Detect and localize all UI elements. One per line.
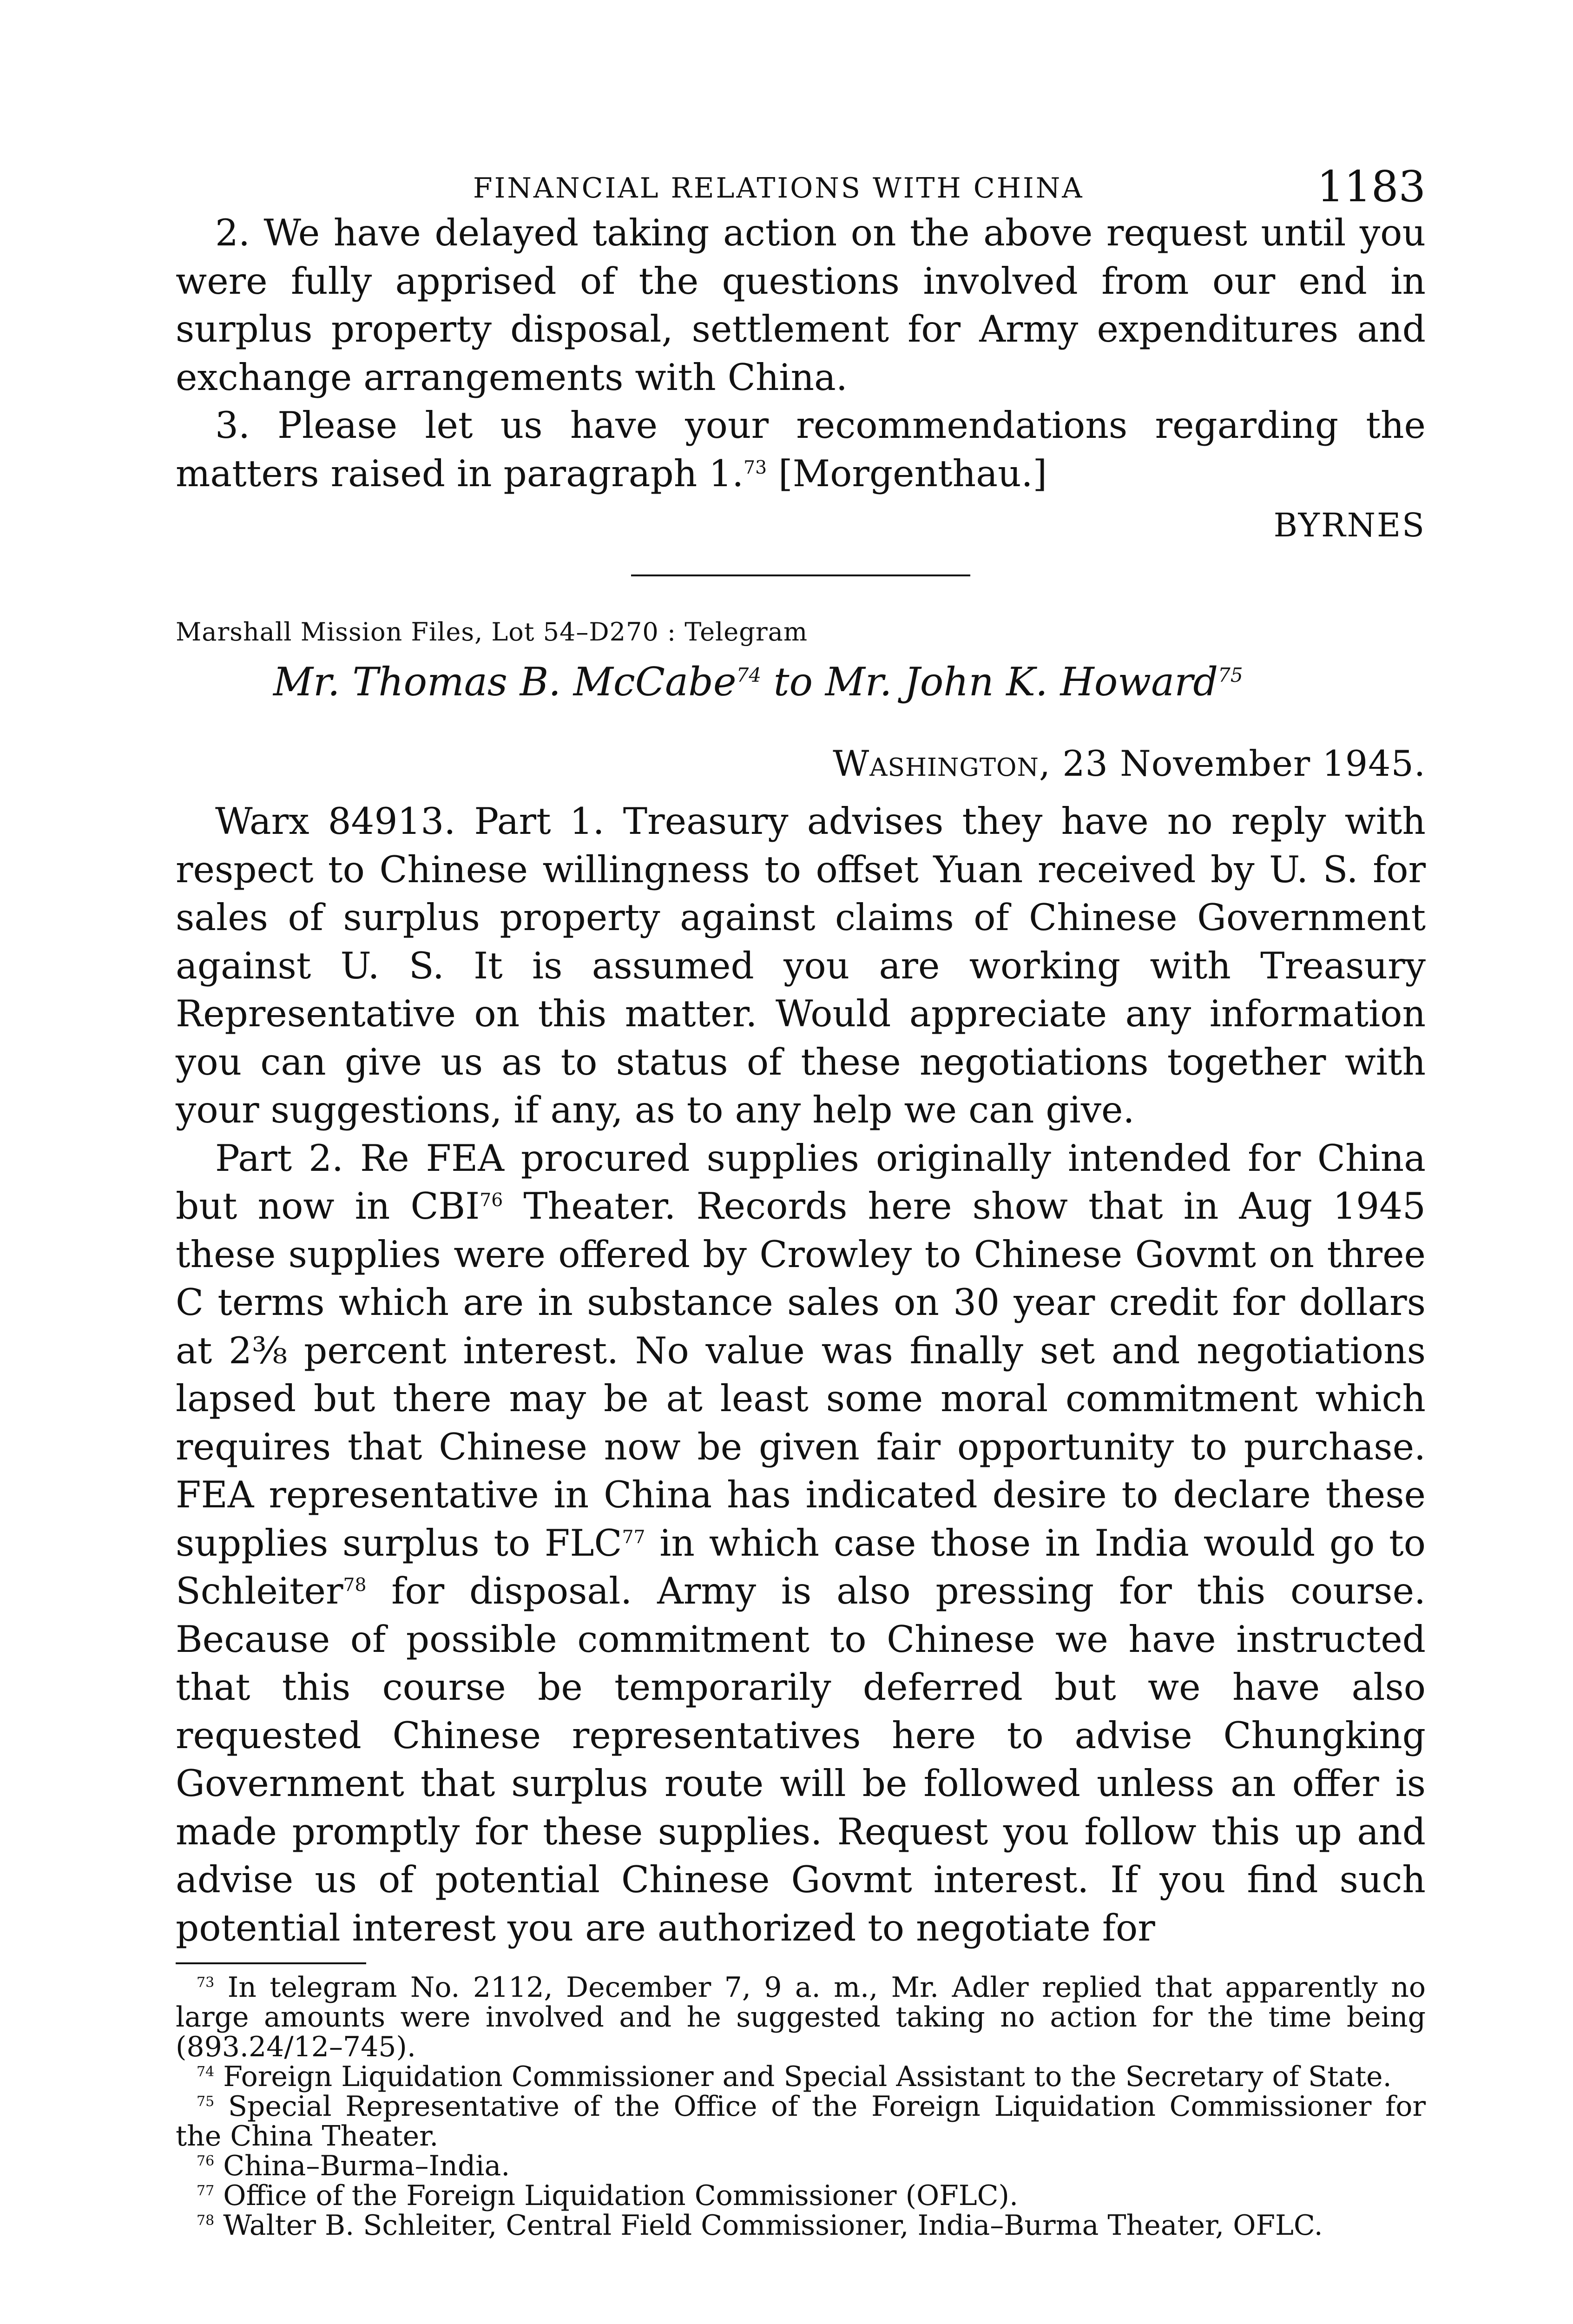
heading-to: Mr. John K. Howard — [825, 659, 1218, 705]
footnote-ref-76: 76 — [480, 1189, 503, 1211]
footnote-76 — [176, 2151, 1426, 2181]
footnote-74 — [176, 2062, 1426, 2092]
paragraph-2: 2. We have delayed taking action on the above request until you were fully apprised of the questions involved from our end in surplus property disposal, settlement for Army expenditures and exchange arrangements with China. — [176, 211, 1426, 399]
section-divider — [631, 574, 970, 576]
footnote-78 — [176, 2211, 1426, 2240]
footnote-mark: 77 — [197, 2183, 215, 2199]
footnote-divider — [176, 1962, 366, 1964]
document-heading — [273, 659, 1426, 743]
part-2-text-d: for disposal. Army is also pressing for this course. Because of possible commitment to Chinese we have instructed that this course be temporarily deferred but we have also requested Chinese representatives here to advise Chungking Government that surplus route will be followed unless an offer is made promptly for these supplies. Request you follow this up and advise us of potential Chinese Govmt interest. If you find such potential interest you are authorized to negotiate for — [176, 1570, 1426, 1949]
paragraph-3 — [176, 402, 1426, 498]
telegram-text — [176, 798, 1426, 1952]
telegram-part-1: Warx 84913. Part 1. Treasury advises they have no reply with respect to Chinese willingness to offset Yuan received by U. S. for sales of surplus property against claims of Chinese Government against U. S. It is assumed you are working with Treasury Representative on this matter. Would appreciate any information you can give us as to status of these negotiations together with your suggestions, if any, as to any help we can give. — [176, 800, 1426, 1131]
telegram-part-2 — [176, 1135, 1426, 1953]
main-text — [176, 209, 1426, 498]
footnote-ref-73: 73 — [744, 457, 767, 478]
footnote-ref-77: 77 — [622, 1526, 645, 1548]
footnotes — [176, 1973, 1426, 2240]
footnote-text: Walter B. Schleiter, Central Field Commissioner, India–Burma Theater, OFLC. — [223, 2209, 1323, 2242]
heading-to-word: to — [761, 659, 825, 705]
document-page — [176, 153, 1426, 2240]
footnote-ref-78: 78 — [343, 1574, 367, 1596]
dateline — [176, 743, 1426, 798]
paragraph-3-bracket: [Morgenthau.] — [767, 452, 1047, 495]
source-citation: Marshall Mission Files, Lot 54–D270 : Telegram — [176, 617, 808, 647]
footnote-text: China–Burma–India. — [223, 2150, 510, 2182]
part-2-text-c: in which case those in India would go to Schleiter — [176, 1521, 1426, 1612]
running-title: FINANCIAL RELATIONS WITH CHINA — [473, 172, 1084, 205]
footnote-mark: 78 — [197, 2212, 215, 2229]
footnote-text: Foreign Liquidation Commissioner and Special Assistant to the Secretary of State. — [223, 2060, 1392, 2093]
page-number: 1183 — [1316, 162, 1426, 211]
signature-byrnes: BYRNES — [1273, 506, 1426, 544]
paragraph-3-text: 3. Please let us have your recommendations regarding the matters raised in paragraph 1. — [176, 404, 1426, 495]
footnote-ref-74: 74 — [736, 664, 762, 687]
footnote-text: Special Representative of the Office of the Foreign Liquidation Commissioner for the China Theater. — [176, 2090, 1426, 2152]
footnote-mark: 76 — [197, 2153, 215, 2169]
dateline-date: , 23 November 1945. — [1039, 743, 1426, 784]
footnote-mark: 75 — [197, 2093, 215, 2110]
footnote-73 — [176, 1973, 1426, 2062]
footnote-77 — [176, 2181, 1426, 2211]
heading-from: Mr. Thomas B. McCabe — [273, 659, 737, 705]
footnote-mark: 74 — [197, 2064, 215, 2080]
footnote-75 — [176, 2092, 1426, 2151]
running-header — [176, 153, 1426, 209]
footnote-mark: 73 — [197, 1974, 215, 1991]
footnote-ref-75: 75 — [1218, 664, 1243, 687]
part-2-text-a: Part 2. Re FEA procured supplies originally intended for China but now in CBI — [176, 1136, 1426, 1228]
footnote-text: In telegram No. 2112, December 7, 9 a. m., Mr. Adler replied that apparently no large amounts were involved and he suggested taking no action for the time being (893.24/12–745). — [176, 1971, 1426, 2063]
part-2-text-b: Theater. Records here show that in Aug 1945 these supplies were offered by Crowley to Chinese Govmt on three C terms which are in substance sales on 30 year credit for dollars at 2⅜ percent interest. No value was finally set and negotiations lapsed but there may be at least some moral commitment which requires that Chinese now be given fair opportunity to purchase. FEA representative in China has indicated desire to declare these supplies surplus to FLC — [176, 1185, 1426, 1565]
footnote-text: Office of the Foreign Liquidation Commissioner (OFLC). — [223, 2179, 1019, 2212]
dateline-place: Washington — [833, 743, 1039, 784]
